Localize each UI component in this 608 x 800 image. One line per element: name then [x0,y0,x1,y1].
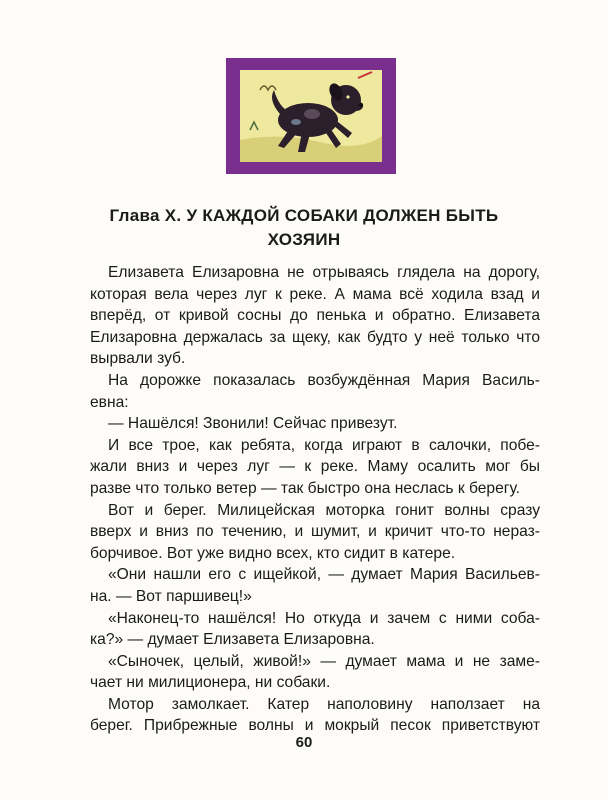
paragraph [90,608,540,651]
text-line: берег. Прибрежные волны и мокрый песок приветствуют [90,717,540,735]
text-line: Елизавета Елизаровна не отрываясь глядела на дорогу, [108,264,540,281]
paragraph [90,435,540,500]
dog-figure [272,81,363,152]
paragraph [90,694,540,737]
text-line: «Наконец-то нашёлся! Но откуда и зачем с ними соба- [108,609,540,627]
text-line: «Они нашли его с ищейкой, — думает Мария Васильев- [108,566,540,584]
chapter-illustration [226,58,396,174]
chapter-title-line: Глава X. У КАЖДОЙ СОБАКИ ДОЛЖЕН БЫТЬ [109,206,499,225]
text-line: жали вниз и через луг — к реке. Маму осалить мог бы [90,458,540,476]
text-line: «Сыночек, целый, живой!» — думает мама и не заме- [108,652,540,670]
paragraph [90,564,540,607]
grass-mark [250,122,258,130]
text-line: борчивое. Вот уже видно всех, кто сидит в катере. [90,544,456,562]
text-line: которая вела через луг к реке. А мама всё ходила взад и [90,285,540,303]
paragraph [90,500,540,565]
chapter-title [60,204,548,252]
text-line: Вот и берег. Милицейская моторка гонит волны сразу [108,501,540,519]
running-dog-picture [240,70,382,162]
text-line: Елизаровна держалась за щеку, как будто у неё только что [90,328,540,346]
text-line: евна: [90,393,129,411]
text-line: вперёд, от кривой сосны до пенька и обратно. Елизавета [90,307,540,325]
text-line: ка?» — думает Елизавета Елизаровна. [90,631,375,649]
page-number: 60 [295,734,313,751]
chapter-text [90,262,540,737]
text-line: вырвали зуб. [90,350,186,368]
chapter-title-line: ХОЗЯИН [267,230,341,249]
text-line: Мотор замолкает. Катер наполовину наползает на [108,695,540,713]
paragraph [90,370,540,413]
paragraph [90,413,540,435]
text-line: — Нашёлся! Звонили! Сейчас привезут. [108,415,398,433]
text-line: на. — Вот паршивец!» [90,587,252,605]
text-line: чает ни милиционера, ни собаки. [90,674,331,692]
text-line: На дорожке показалась возбуждённая Мария Василь- [108,371,540,389]
paragraph [90,262,540,370]
grass-mark [260,86,276,90]
ground-shape [240,136,382,162]
leash-line [358,72,372,78]
text-line: разве что только ветер — так быстро она неслась к берегу. [90,479,521,497]
paragraph [90,651,540,694]
text-line: вверх и вниз по течению, и шумит, и кричит что-то нераз- [90,523,540,541]
text-line: И все трое, как ребята, когда играют в салочки, побе- [108,436,540,454]
